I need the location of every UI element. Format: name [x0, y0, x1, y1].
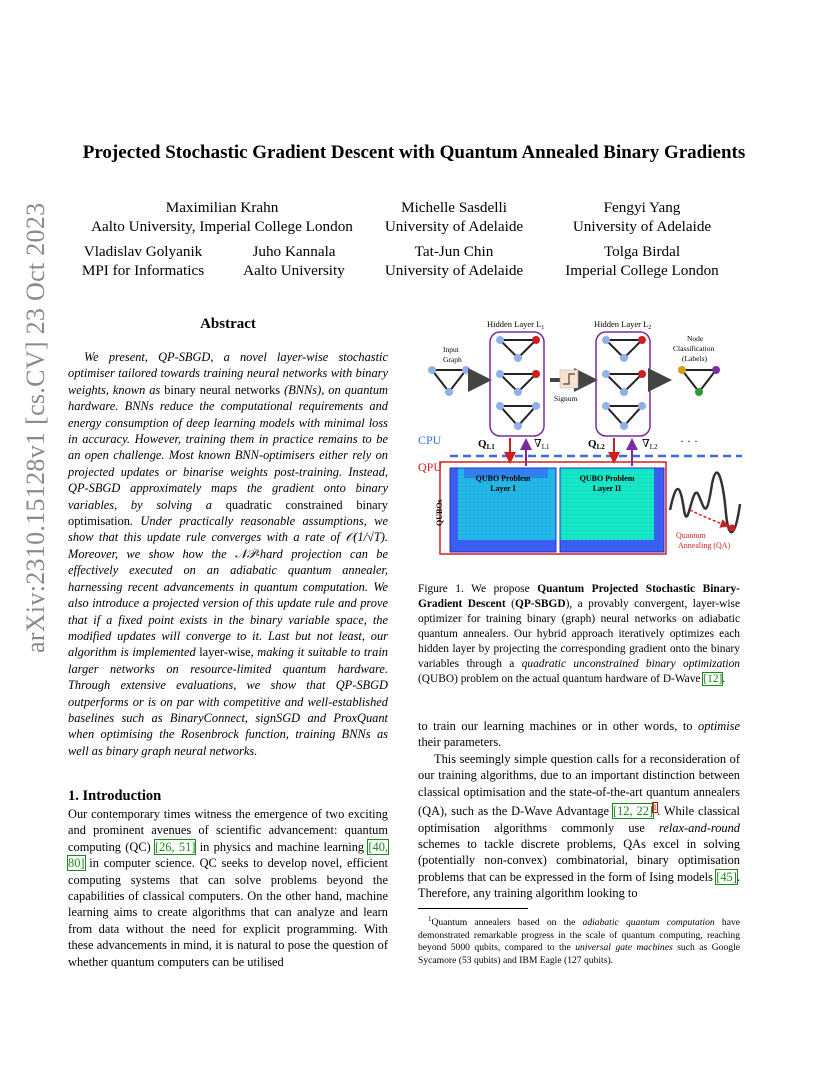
- input-graph-label: Graph: [443, 355, 462, 364]
- hidden-layer-2-box: [596, 332, 650, 436]
- input-graph: [428, 366, 470, 396]
- paper-title: Projected Stochastic Gradient Descent with Quantum Annealed Binary Gradients: [82, 142, 746, 163]
- hidden-layer-2-label: Hidden Layer $L_2$: [594, 319, 652, 331]
- figure-caption: Figure 1. We propose Quantum Projected Stochastic Binary-Gradient Descent (QP-SBGD), a provably convergent, layer-wise optimizer for training binary (graph) neural networks on adiabatic quantum annealers. Our hybrid approach iteratively optimizes each hidden layer by projecting the corresponding gradient onto the binary variables through a quadratic unconstrained binary optimization (QUBO) problem on the actual quantum hardware of D-Wave [12].: [418, 583, 740, 685]
- footnote-rule: [418, 908, 528, 909]
- author-name: Michelle Sasdelli: [401, 199, 507, 216]
- node-classification-label: Node: [687, 334, 704, 343]
- qubo-layer-2-subtitle: Layer II: [592, 484, 622, 493]
- citation-link[interactable]: [40, 80]: [68, 839, 389, 871]
- figure-1-diagram: [414, 314, 744, 560]
- cpu-label: CPU: [418, 433, 442, 447]
- grad-l2-label: ∇L2: [642, 438, 658, 451]
- hidden-layer-1-label: Hidden Layer $L_1$: [487, 319, 545, 331]
- author-affiliation: University of Adelaide: [384, 218, 524, 235]
- citation-link[interactable]: [45]: [716, 869, 737, 884]
- author-name: Fengyi Yang: [603, 199, 681, 216]
- signum-label: Signum: [554, 394, 578, 403]
- q-l2-label: QL2: [588, 438, 605, 451]
- hidden-layer-1-box: [490, 332, 544, 436]
- author-affiliation: University of Adelaide: [384, 262, 524, 279]
- input-graph-label: Input: [443, 345, 459, 354]
- quantum-annealing-label: Annealing (QA): [678, 541, 731, 550]
- author-block: [72, 198, 372, 236]
- citation-link[interactable]: [12]: [703, 673, 723, 685]
- author-block: [556, 242, 728, 280]
- author-name: Juho Kannala: [252, 243, 336, 260]
- author-affiliation: Aalto University, Imperial College London: [91, 218, 353, 235]
- continuation-dots: · · ·: [680, 434, 698, 448]
- qubos-label: QUBOs: [435, 499, 444, 526]
- author-affiliation: Imperial College London: [565, 262, 719, 279]
- qubo-layer-2-title: QUBO Problem: [579, 474, 635, 483]
- intro-paragraph: Our contemporary times witness the emergence of two exciting and prominent avenues of scientific advancement: quantum computing (QC) [26, 51] in physics and machine learning [40, 80] in computer science. QC seeks to develop novel, efficient computing systems that can solve problems beyond the capabilities of classical computers. On the other hand, machine learning aims to create algorithms that can analyze and learn from data without the need for explicit programming. With these advancements in mind, it is natural to pose the question of whether quantum computers can be utilised: [68, 807, 389, 969]
- citation-link[interactable]: [12, 22]: [612, 804, 654, 819]
- citation-link[interactable]: [26, 51]: [155, 839, 196, 854]
- author-block: [380, 198, 528, 236]
- qubo-layer-1-subtitle: Layer I: [490, 484, 516, 493]
- author-name: Tat-Jun Chin: [414, 243, 494, 260]
- author-block: [232, 242, 356, 280]
- abstract-body: We present, QP-SBGD, a novel layer-wise stochastic optimiser tailored towards training neural networks with binary weights, known as binary neural networks (BNNs), on quantum hardware. BNNs reduce the computational requirements and energy consumption of deep learning models with minimal loss in accuracy. However, training them in practice remains to be an open challenge. Most known BNN-optimisers either rely on projected updates or binarise weights post-training. Instead, QP-SBGD approximately maps the gradient onto binary variables, by solving a quadratic constrained binary optimisation. Under practically reasonable assumptions, we show that this update rule converges with a rate of 𝒪(1/√T). Moreover, we show how the 𝒩𝒫-hard projection can be effectively executed on an adiabatic quantum annealer, harnessing recent advancements in quantum computation. We also introduce a projected version of this update rule and prove that if a fixed point exists in the binary variable space, the modified updates will converge to it. Last but not least, our algorithm is implemented layer-wise, making it suitable to train larger networks on resource-limited quantum hardware. Through extensive evaluations, we show that QP-SBGD outperforms or is on par with competitive and well-established baselines such as BinaryConnect, signSGD and ProxQuant when optimising the Rosenbrock function, training BNNs as well as binary graph neural networks.: [68, 350, 389, 758]
- author-block: [380, 242, 528, 280]
- grad-l1-label: ∇L1: [534, 438, 550, 451]
- author-block: [72, 242, 214, 280]
- author-name: Vladislav Golyanik: [83, 243, 203, 260]
- section-heading: 1. Introduction: [68, 788, 162, 804]
- q-l1-label: QL1: [478, 438, 495, 451]
- author-name: Tolga Birdal: [603, 243, 681, 260]
- qubo-layer-1-title: QUBO Problem: [475, 474, 531, 483]
- author-affiliation: MPI for Informatics: [81, 262, 205, 279]
- author-affiliation: University of Adelaide: [572, 218, 712, 235]
- output-graph: [678, 366, 720, 396]
- quantum-annealing-label: Quantum: [676, 531, 706, 540]
- node-classification-label: Classification: [673, 344, 715, 353]
- author-name: Maximilian Krahn: [165, 199, 279, 216]
- author-block: [560, 198, 724, 236]
- arxiv-identifier: arXiv:2310.15128v1 [cs.CV] 23 Oct 2023: [21, 202, 50, 653]
- footnote-link[interactable]: 1: [653, 803, 658, 813]
- right-column-text: to train our learning machines or in other words, to optimise their parameters. This seemingly simple question calls for a reconsideration of our training algorithms, due to an important distinction between classical optimisation and the state-of-the-art quantum annealers (QA), such as the D-Wave Advantage [12, 22]$^1$. While classical optimisation algorithms commonly use relax-and-round schemes to tackle discrete problems, QAs excel in solving (potentially non-convex) combinatorial, binary optimisation problems that can be expressed in the form of Ising models [45]. Therefore, any training algorithm looking to: [418, 719, 740, 901]
- qpu-label: QPU: [418, 460, 443, 474]
- author-affiliation: Aalto University: [243, 262, 345, 279]
- footnote: $^1$Quantum annealers based on the adiabatic quantum computation have demonstrated remarkable progress in the scale of quantum computing, reaching beyond 5000 qubits, compared to the universal gate machines such as Google Sycamore (53 qubits) and IBM Eagle (127 qubits).: [418, 915, 741, 966]
- abstract-heading: Abstract: [200, 316, 256, 332]
- energy-landscape-curve: [670, 473, 740, 533]
- node-classification-label: (Labels): [682, 354, 707, 363]
